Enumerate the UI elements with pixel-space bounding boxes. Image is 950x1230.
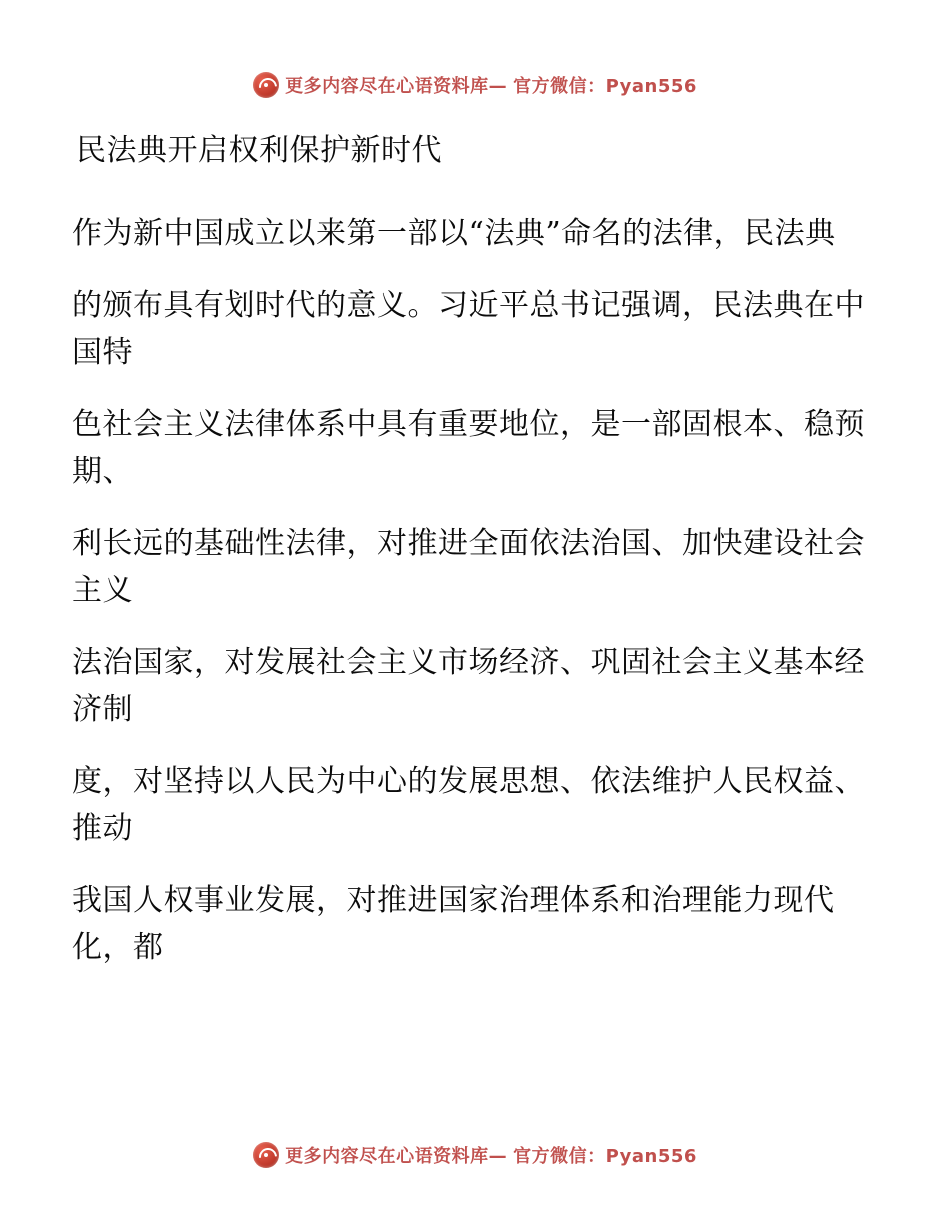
paragraph: 法治国家，对发展社会主义市场经济、巩固社会主义基本经济制: [72, 645, 865, 727]
paragraph: 利长远的基础性法律，对推进全面依法治国、加快建设社会主义: [72, 526, 865, 608]
watermark-header: [62, 72, 888, 98]
paragraph: 作为新中国成立以来第一部以“法典”命名的法律，民法典: [72, 215, 836, 251]
watermark-text-main: 更多内容尽在心语资料库—: [285, 76, 508, 97]
document-text-content: [62, 128, 888, 1230]
document-title: 民法典开启权利保护新时代: [76, 133, 442, 168]
paragraph: 的颁布具有划时代的意义。习近平总书记强调，民法典在中国特: [72, 288, 865, 370]
watermark-text-secondary: 官方微信：Pyan556: [513, 1146, 697, 1167]
paragraph: 色社会主义法律体系中具有重要地位，是一部固根本、稳预期、: [72, 407, 865, 489]
watermark-logo-icon: [253, 1142, 279, 1168]
paragraph: 度，对坚持以人民为中心的发展思想、依法维护人民权益、推动: [72, 764, 865, 846]
watermark-text-secondary: 官方微信：Pyan556: [513, 76, 697, 97]
watermark-logo-icon: [253, 72, 279, 98]
watermark-footer: [0, 1142, 950, 1168]
paragraph: 我国人权事业发展，对推进国家治理体系和治理能力现代化，都: [72, 883, 835, 965]
watermark-text-main: 更多内容尽在心语资料库—: [285, 1146, 508, 1167]
